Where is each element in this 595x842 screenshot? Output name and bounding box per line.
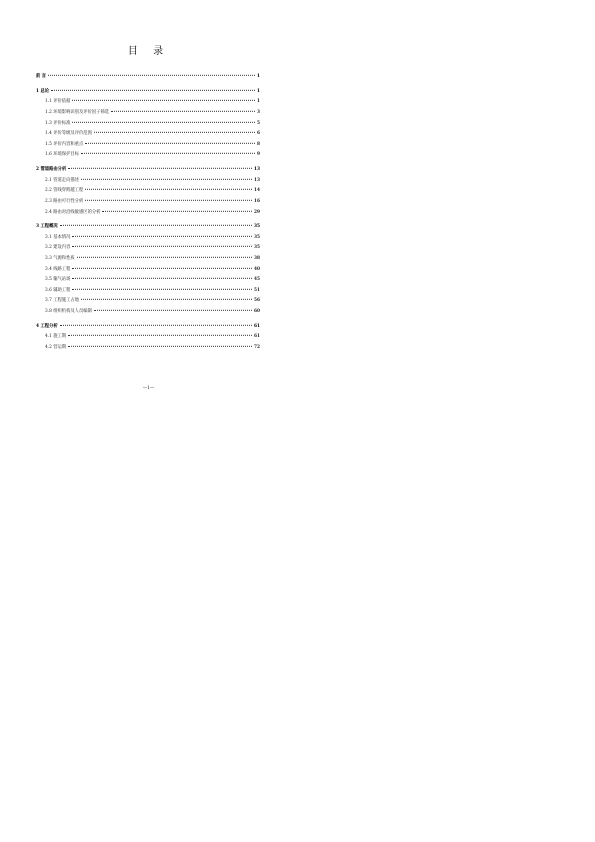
toc-section-entry[interactable] bbox=[36, 176, 260, 187]
toc-dot-leader bbox=[60, 325, 252, 326]
toc-entry-label: 1.1 评价依据 bbox=[45, 99, 71, 105]
toc-entry-label: 3.8 组织机构及人员编制 bbox=[45, 309, 92, 315]
toc-page-number: 1 bbox=[257, 88, 260, 94]
toc-dot-leader bbox=[68, 346, 252, 347]
toc-section-entry[interactable] bbox=[36, 233, 260, 244]
toc-entry-label: 3.3 气源和性质 bbox=[45, 256, 75, 262]
page-number-footer: —1— bbox=[142, 386, 155, 391]
toc-dot-leader bbox=[60, 225, 252, 226]
toc-section-entry[interactable] bbox=[36, 150, 260, 161]
toc-entry-label: 4.2 营运期 bbox=[45, 345, 67, 350]
toc-page-number: 56 bbox=[254, 298, 260, 304]
toc-dot-leader bbox=[72, 278, 252, 279]
toc-page-number: 45 bbox=[254, 277, 260, 283]
toc-entry-label: 1 总论 bbox=[36, 88, 50, 94]
toc-dot-leader bbox=[81, 153, 255, 154]
toc-section-entry[interactable] bbox=[36, 275, 260, 286]
toc-entry-label: 4.1 施工期 bbox=[45, 334, 67, 340]
toc-entry-label: 2 管道路由分析 bbox=[36, 167, 67, 173]
toc-section-entry[interactable] bbox=[36, 140, 260, 151]
toc-dot-leader bbox=[77, 257, 252, 258]
toc-dot-leader bbox=[102, 210, 252, 211]
toc-dot-leader bbox=[81, 179, 252, 180]
toc-entry-label: 3.6 辅助工程 bbox=[45, 287, 71, 293]
toc-section-entry[interactable] bbox=[36, 243, 260, 254]
toc-page-number: 38 bbox=[254, 256, 260, 262]
toc-page-number: 13 bbox=[254, 167, 260, 173]
toc-dot-leader bbox=[68, 168, 252, 169]
toc-dot-leader bbox=[81, 299, 252, 300]
toc-page-number: 1 bbox=[257, 74, 260, 79]
toc-dot-leader bbox=[72, 121, 255, 122]
toc-dot-leader bbox=[85, 200, 252, 201]
toc-page-number: 51 bbox=[254, 287, 260, 293]
toc-chapter-entry[interactable] bbox=[36, 322, 260, 333]
toc-entry-label: 1.4 评价等级及评价范围 bbox=[45, 131, 92, 137]
toc-dot-leader bbox=[72, 236, 252, 237]
toc-section-entry[interactable] bbox=[36, 296, 260, 307]
toc-entry-label: 3.5 输气站场 bbox=[45, 277, 71, 283]
toc-dot-leader bbox=[94, 310, 252, 311]
toc-page-number: 13 bbox=[254, 177, 260, 183]
toc-section-entry[interactable] bbox=[36, 197, 260, 208]
toc-section-entry[interactable] bbox=[36, 307, 260, 318]
toc-page-number: 8 bbox=[257, 141, 260, 147]
toc-dot-leader bbox=[94, 132, 255, 133]
page-title: 目 录 bbox=[127, 46, 170, 57]
toc-dot-leader bbox=[85, 143, 255, 144]
toc-page-number: 35 bbox=[254, 245, 260, 251]
toc-dot-leader bbox=[68, 335, 252, 336]
toc-page-number: 3 bbox=[257, 109, 260, 115]
toc-entry-label: 3.7 工程施工占地 bbox=[45, 298, 79, 304]
toc-entry-label: 2.2 管线穿跨越工程 bbox=[45, 188, 84, 194]
toc-dot-leader bbox=[51, 90, 255, 91]
toc-page-number: 61 bbox=[254, 334, 260, 340]
toc-entry-label: 3 工程概况 bbox=[36, 224, 58, 230]
toc-page-number: 14 bbox=[254, 188, 260, 194]
toc-dot-leader bbox=[72, 100, 255, 101]
toc-page-number: 1 bbox=[257, 99, 260, 105]
toc-section-entry[interactable] bbox=[36, 97, 260, 108]
toc-dot-leader bbox=[72, 267, 252, 268]
toc-entry-label: 2.4 路由对沿线敏感区的分析 bbox=[45, 209, 101, 215]
toc-page-number: 35 bbox=[254, 234, 260, 240]
toc-entry-label: 3.2 建设内容 bbox=[45, 245, 71, 251]
toc-chapter-entry[interactable] bbox=[36, 165, 260, 176]
toc-entry-label: 3.1 基本情况 bbox=[45, 234, 71, 240]
toc-section-entry[interactable] bbox=[36, 208, 260, 219]
toc-entry-label: 2.3 路由可行性分析 bbox=[45, 198, 84, 204]
toc-page-number: 61 bbox=[254, 323, 260, 329]
toc-entry-label: 前 言 bbox=[36, 74, 47, 79]
toc-entry-label: 1.5 评价内容和重点 bbox=[45, 141, 84, 147]
toc-entry-label: 4 工程分析 bbox=[36, 323, 58, 329]
toc-page-number: 29 bbox=[254, 209, 260, 215]
toc-page-number: 40 bbox=[254, 266, 260, 272]
toc-chapter-entry[interactable] bbox=[36, 222, 260, 233]
toc-page-number: 16 bbox=[254, 198, 260, 204]
toc-dot-leader bbox=[48, 75, 255, 76]
toc-section-entry[interactable] bbox=[36, 119, 260, 130]
toc-page-number: 9 bbox=[257, 152, 260, 158]
table-of-contents bbox=[36, 72, 260, 354]
toc-section-entry[interactable] bbox=[36, 343, 260, 354]
toc-entry-label: 1.3 评价标准 bbox=[45, 120, 71, 126]
toc-entry-label: 1.2 环境影响识别及评价因子筛选 bbox=[45, 109, 110, 115]
toc-dot-leader bbox=[111, 111, 255, 112]
toc-dot-leader bbox=[85, 189, 252, 190]
toc-entry-label: 2.1 管道走向描述 bbox=[45, 177, 79, 183]
toc-chapter-entry[interactable] bbox=[36, 87, 260, 98]
toc-page-number: 5 bbox=[257, 120, 260, 126]
toc-section-entry[interactable] bbox=[36, 108, 260, 119]
toc-entry-label: 1.6 环境保护目标 bbox=[45, 152, 79, 158]
toc-dot-leader bbox=[72, 289, 252, 290]
toc-section-entry[interactable] bbox=[36, 254, 260, 265]
toc-section-entry[interactable] bbox=[36, 129, 260, 140]
toc-chapter-entry[interactable] bbox=[36, 72, 260, 83]
toc-section-entry[interactable] bbox=[36, 265, 260, 276]
toc-page-number: 6 bbox=[257, 131, 260, 137]
toc-page-number: 35 bbox=[254, 224, 260, 230]
toc-dot-leader bbox=[72, 246, 252, 247]
toc-page-number: 60 bbox=[254, 309, 260, 315]
toc-section-entry[interactable] bbox=[36, 286, 260, 297]
toc-section-entry[interactable] bbox=[36, 332, 260, 343]
toc-page-number: 72 bbox=[254, 345, 260, 350]
toc-section-entry[interactable] bbox=[36, 186, 260, 197]
toc-entry-label: 3.4 线路工程 bbox=[45, 266, 71, 272]
